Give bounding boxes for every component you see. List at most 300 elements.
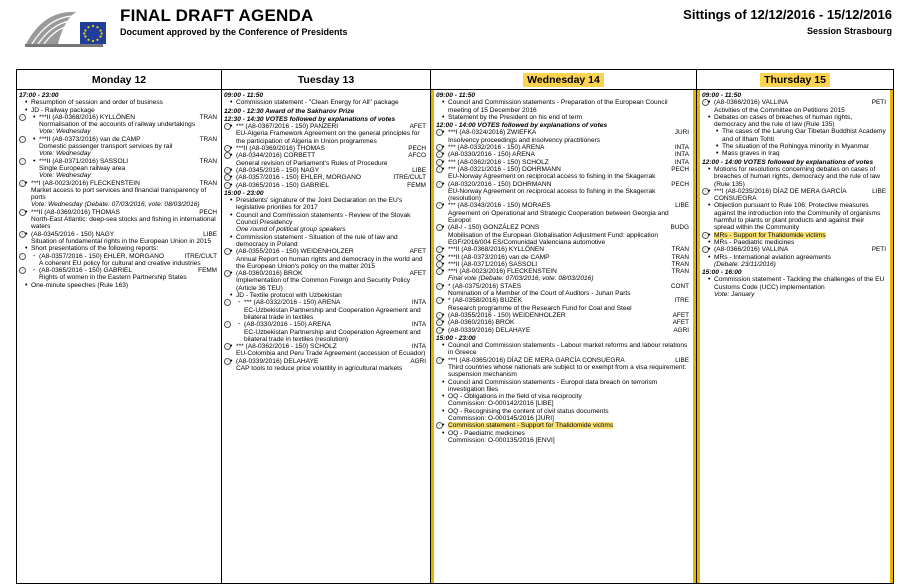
bullet-icon: • [716, 128, 719, 136]
bullet-icon: • [442, 319, 445, 327]
agenda-item[interactable] [436, 312, 691, 319]
item-description: Research programme of the Research Fund for Coal and Steel [448, 304, 632, 312]
vote-marker-icon: ◦ [436, 144, 443, 151]
item-title: *** (A8-0332/2016 - 150) ARENA [244, 299, 341, 307]
agenda-item[interactable] [436, 408, 691, 423]
item-note: Final vote (Debate: 07/03/2016, vote: 08/03/2016) [448, 275, 594, 283]
vote-marker-icon: ◦ [224, 343, 231, 350]
bullet-icon: • [442, 422, 445, 430]
agenda-item[interactable] [436, 261, 691, 268]
item-title: (A8-0320/2016 - 150) DOHRMANN [448, 180, 552, 188]
bullet-icon: • [708, 113, 711, 121]
committee-tag: ITRE/CULT [393, 174, 426, 182]
agenda-item[interactable] [224, 292, 428, 299]
bullet-icon: • [442, 407, 445, 415]
agenda-item[interactable] [436, 283, 691, 298]
item-title: (A8-0357/2016 - 150) EHLER, MORGANO [39, 252, 164, 260]
item-description: EU-Norway Agreement on reciprocal access to fishing in the Skagerrak (resolution) [448, 187, 656, 203]
vote-marker-icon: ◦ [436, 297, 443, 304]
time-slot: 12:00 - 12:30 Award of the Sakharov Prize [224, 107, 355, 115]
item-note: Vote: Wednesday [39, 128, 91, 136]
item-title: ***I (A8-0235/2016) DÍAZ DE MERA GARCÍA CONSUEGRA [714, 187, 847, 203]
bullet-icon: • [442, 165, 445, 173]
agenda-item[interactable] [702, 150, 888, 157]
day-header: Monday 12 [17, 70, 221, 90]
bullet-icon: • [230, 99, 233, 107]
agenda-item[interactable] [702, 276, 888, 298]
bullet-icon: • [442, 342, 445, 350]
agenda-item[interactable] [224, 99, 428, 106]
agenda-item[interactable] [436, 357, 691, 379]
bullet-icon: • [708, 231, 711, 239]
item-title: (A8-0366/2016) VALLINA [714, 246, 789, 254]
committee-tag: ITRE [674, 297, 689, 305]
time-slot: 12:00 - 14:00 VOTES followed by explanations of votes [436, 122, 608, 130]
item-description: CAP tools to reduce price volatility in agricultural markets [236, 364, 403, 372]
page-title: FINAL DRAFT AGENDA [120, 6, 314, 25]
item-title: *** (A8-0362/2016 - 150) SCHOLZ [236, 343, 337, 351]
agenda-item[interactable] [702, 99, 888, 114]
committee-tag: JURI [674, 129, 689, 137]
vote-marker-icon: ◦ [224, 152, 231, 159]
bullet-icon: • [708, 187, 711, 195]
bullet-icon: • [442, 297, 445, 305]
item-description: Implementation of the Common Foreign and Security Policy (Article 36 TEU) [236, 277, 411, 292]
item-note: Vote: Wednesday (Debate: 07/03/2016, vote: 08/03/2016) [31, 201, 200, 209]
vote-marker-icon: ◦ [702, 99, 709, 106]
item-title: * (A8-0358/2016) BUZEK [448, 297, 523, 305]
agenda-item[interactable] [436, 224, 691, 246]
time-slot: 12:00 - 14:00 VOTES followed by explanations of votes [702, 158, 874, 166]
bullet-icon: • [25, 106, 28, 114]
item-title: (A8-0355/2016 - 150) WEIDENHOLZER [448, 311, 566, 319]
agenda-item[interactable] [224, 197, 428, 212]
time-slot: 09:00 - 11:50 [702, 92, 742, 99]
agenda-item[interactable] [19, 114, 219, 136]
item-description: Commission: O-000142/2016 [LIBE] [448, 400, 554, 408]
agenda-item[interactable] [436, 114, 691, 121]
vote-marker-icon: ◦ [436, 312, 443, 319]
agenda-item[interactable] [224, 167, 428, 174]
agenda-item[interactable] [436, 151, 691, 158]
item-description: General revision of Parliament's Rules of Procedure [236, 159, 388, 167]
committee-tag: INTA [674, 151, 689, 159]
item-title: One-minute speeches (Rule 163) [31, 281, 129, 289]
agenda-item[interactable] [224, 234, 428, 249]
committee-tag: PECH [408, 145, 426, 153]
agenda-item[interactable] [224, 182, 428, 189]
item-title: JD - Railway package [31, 106, 95, 114]
item-title: ***II (A8-0371/2016) SASSOLI [448, 260, 538, 268]
item-title: JD - Textile protocol with Uzbekistan [236, 292, 342, 300]
bullet-icon: • [708, 253, 711, 261]
bullet-icon: • [230, 152, 233, 160]
committee-tag: TRAN [671, 260, 689, 268]
bullet-icon: • [230, 197, 233, 205]
item-description: Single European railway area [39, 164, 126, 172]
bullet-icon: • [442, 99, 445, 107]
vote-marker-icon: ◦ [702, 246, 709, 253]
time-slot: 09:00 - 11:50 [436, 92, 476, 99]
vote-marker-icon: ◦ [702, 188, 709, 195]
agenda-item[interactable] [19, 180, 219, 209]
agenda-item[interactable] [224, 152, 428, 167]
bullet-icon: • [25, 208, 28, 216]
bullet-icon: • [708, 165, 711, 173]
item-title: Commission statement - Situation of the rule of law and democracy in Poland [236, 233, 398, 248]
item-description: A coherent EU policy for cultural and creative industries [39, 259, 201, 267]
item-title: Debates on cases of breaches of human rights, democracy and the rule of law (Rule 135) [714, 113, 853, 129]
item-title: ***I (A8-0324/2016) ZWIEFKA [448, 129, 537, 137]
bullet-icon: • [33, 113, 36, 121]
agenda-item[interactable] [436, 166, 691, 181]
agenda-item[interactable] [436, 342, 691, 357]
bullet-icon: • [25, 179, 28, 187]
header [0, 0, 900, 64]
item-title: The cases of the Larung Gar Tibetan Buddhist Academy and of Ilham Tohti [722, 128, 886, 143]
committee-tag: LIBE [675, 356, 689, 364]
vote-marker-icon: ◦ [436, 181, 443, 188]
agenda-item[interactable] [19, 245, 219, 252]
vote-marker-icon: ◦ [436, 261, 443, 268]
item-title: OQ - Paediatric medicines [448, 429, 525, 437]
bullet-icon: • [230, 174, 233, 182]
committee-tag: TRAN [671, 253, 689, 261]
day-header: Thursday 15 [697, 70, 893, 90]
session-location: Session Strasbourg [806, 26, 892, 36]
agenda-item[interactable] [436, 254, 691, 261]
committee-tag: TRAN [671, 246, 689, 254]
item-title: ***II (A8-0368/2016) KYLLÖNEN [448, 246, 545, 254]
item-description: Commission: O-000135/2016 [ENVI] [448, 436, 555, 444]
item-description: Situation of fundamental rights in the European Union in 2015 [31, 237, 211, 245]
committee-tag: PECH [671, 165, 689, 173]
item-title: Motions for resolutions concerning debates on cases of breaches of human rights, democracy and the rule of law (Rule 135) [714, 165, 881, 188]
vote-marker-icon: ◦ [224, 248, 231, 255]
bullet-icon: - [33, 267, 36, 275]
agenda-item[interactable] [436, 319, 691, 326]
vote-marker-icon: ◦ [702, 232, 709, 239]
item-title: (A8-0344/2016) CORBETT [236, 152, 316, 160]
bullet-icon: • [230, 181, 233, 189]
bullet-icon: • [25, 99, 28, 107]
vote-marker-icon: ◦ [224, 123, 231, 130]
agenda-item[interactable] [702, 128, 888, 143]
item-description: EU-Algeria Framework Agreement on the general principles for the participation of Algeria in Union programmes [236, 130, 420, 145]
item-title: ***II (A8-0369/2016) THOMAS [236, 145, 325, 153]
agenda-item[interactable] [19, 107, 219, 114]
agenda-item[interactable] [224, 343, 428, 358]
sittings-dates: Sittings of 12/12/2016 - 15/12/2016 [683, 7, 892, 22]
committee-tag: TRAN [671, 268, 689, 276]
vote-marker-icon: ◦ [436, 327, 443, 334]
bullet-icon: • [442, 158, 445, 166]
agenda-item[interactable] [19, 209, 219, 231]
vote-marker-icon: ◦ [19, 231, 26, 238]
bullet-icon: • [230, 145, 233, 153]
item-title: * (A8-0375/2016) STAES [448, 282, 522, 290]
item-title: (A8-0360/2016) BROK [448, 319, 515, 327]
agenda-item[interactable] [436, 159, 691, 166]
agenda-item[interactable] [702, 166, 888, 188]
agenda-item[interactable] [702, 239, 888, 246]
agenda-item[interactable] [224, 358, 428, 373]
vote-marker-icon: ◦ [19, 209, 26, 216]
vote-marker-icon: ◦ [224, 270, 231, 277]
committee-tag: INTA [411, 343, 426, 351]
bullet-icon: • [33, 157, 36, 165]
committee-tag: CONT [670, 282, 689, 290]
item-description: Normalisation of the accounts of railway undertakings [39, 121, 196, 129]
agenda-item[interactable] [702, 202, 888, 231]
item-title: Commission statement - "Clean Energy for All" package [236, 99, 399, 107]
time-slot: 15:00 - 23:00 [436, 334, 476, 342]
item-note: Vote: Wednesday [39, 150, 91, 158]
item-title: MRs - Support for Thalidomide victims [714, 231, 826, 239]
committee-tag: FEMM [198, 267, 217, 275]
item-title: (A8-0330/2016 - 150) ARENA [448, 151, 535, 159]
bullet-icon: • [25, 230, 28, 238]
item-title: Commission statement - Support for Thalidomide victims [448, 422, 614, 430]
item-title: The situation of the Rohingya minority in Myanmar [722, 143, 869, 151]
bullet-icon: • [25, 281, 28, 289]
bullet-icon: • [442, 311, 445, 319]
agenda-item[interactable] [19, 158, 219, 180]
bullet-icon: • [716, 143, 719, 151]
agenda-item[interactable] [436, 181, 691, 203]
agenda-item[interactable] [702, 143, 888, 150]
committee-tag: AFET [409, 248, 426, 256]
committee-tag: INTA [411, 321, 426, 329]
item-title: (A8-0357/2016 - 150) EHLER, MORGANO [236, 174, 361, 182]
agenda-item[interactable] [436, 99, 691, 114]
bullet-icon: - [238, 321, 241, 329]
bullet-icon: • [442, 180, 445, 188]
item-description: Third countries whose nationals are subject to or exempt from a visa requirement: suspension mechanism [448, 363, 687, 379]
item-title: (A8-0365/2016 - 150) GABRIEL [236, 181, 330, 189]
vote-marker-icon: ◦ [224, 174, 231, 181]
agenda-item[interactable] [436, 268, 691, 283]
agenda-item[interactable] [224, 123, 428, 145]
bullet-icon: • [442, 378, 445, 386]
vote-marker-icon: ◦ [224, 321, 231, 328]
agenda-item[interactable] [19, 282, 219, 289]
item-title: ***I (A8-0023/2016) FLECKENSTEIN [448, 268, 557, 276]
agenda-item[interactable] [436, 129, 691, 144]
committee-tag: TRAN [199, 135, 217, 143]
item-title: OQ - Recognising the content of civil status documents [448, 407, 609, 415]
agenda-item[interactable] [436, 430, 691, 445]
agenda-item[interactable] [436, 393, 691, 408]
bullet-icon: • [442, 260, 445, 268]
bullet-icon: • [442, 429, 445, 437]
vote-marker-icon: ◦ [224, 299, 231, 306]
agenda-item[interactable] [19, 99, 219, 106]
item-description: North-East Atlantic: deep-sea stocks and fishing in international waters [31, 216, 216, 231]
day-column-monday [17, 70, 221, 583]
vote-marker-icon: ◦ [19, 136, 26, 143]
agenda-item[interactable] [224, 145, 428, 152]
bullet-icon: • [442, 129, 445, 137]
bullet-icon: • [442, 282, 445, 290]
vote-marker-icon: ◦ [436, 166, 443, 173]
agenda-item[interactable] [224, 174, 428, 181]
item-title: *** (A8-0343/2016 - 150) MORAES [448, 202, 551, 210]
agenda-item[interactable] [436, 297, 691, 312]
agenda-item[interactable] [19, 231, 219, 246]
bullet-icon: • [230, 357, 233, 365]
vote-marker-icon: ◦ [436, 224, 443, 231]
agenda-item[interactable] [702, 254, 888, 269]
item-title: *** (A8-0367/2016 - 150) PANZERI [236, 123, 339, 131]
committee-tag: TRAN [199, 179, 217, 187]
agenda-item[interactable] [224, 212, 428, 234]
vote-marker-icon: ◦ [224, 182, 231, 189]
vote-marker-icon: ◦ [224, 145, 231, 152]
committee-tag: AFCO [408, 152, 426, 160]
item-title: ***II (A8-0371/2016) SASSOLI [39, 157, 129, 165]
committee-tag: TRAN [199, 157, 217, 165]
item-title: *** (A8-0332/2016 - 150) ARENA [448, 144, 545, 152]
item-title: Objection pursuant to Rule 106: Protective measures against the introduction into the Community of organisms harmful to plants or plant products and against their spread within the Community [714, 202, 881, 232]
committee-tag: AFET [672, 311, 689, 319]
bullet-icon: • [442, 144, 445, 152]
vote-marker-icon: ◦ [19, 267, 26, 274]
item-title: Council and Commission statements - Preparation of the European Council meeting of 15 December 2016 [448, 99, 668, 114]
item-description: Domestic passenger transport services by rail [39, 143, 173, 151]
bullet-icon: • [442, 246, 445, 254]
agenda-item[interactable] [702, 246, 888, 253]
bullet-icon: • [716, 150, 719, 158]
vote-marker-icon: ◦ [19, 253, 26, 260]
page-subtitle: Document approved by the Conference of Presidents [120, 27, 348, 37]
agenda-item[interactable] [224, 270, 428, 292]
bullet-icon: • [708, 246, 711, 254]
item-title: Resumption of session and order of business [31, 99, 163, 107]
bullet-icon: • [708, 99, 711, 107]
day-body [697, 90, 893, 583]
bullet-icon: - [33, 252, 36, 260]
committee-tag: BUDG [670, 224, 689, 232]
time-slot: 15:00 - 16:00 [702, 269, 742, 277]
bullet-icon: - [238, 299, 241, 307]
item-title: Council and Commission statements - Labour market reforms and labour relations in Greece [448, 342, 688, 357]
item-description: EU-Norway Agreement on reciprocal access to fishing in the Skagerrak [448, 173, 656, 181]
item-description: Activities of the Committee on Petitions 2015 [714, 106, 845, 114]
item-title: Council and Commission statements - Europol data breach on terrorism investigation files [448, 378, 658, 393]
agenda-item[interactable] [702, 232, 888, 239]
agenda-item[interactable] [436, 327, 691, 334]
committee-tag: AFET [409, 123, 426, 131]
item-title: (A8-0339/2016) DELAHAYE [236, 357, 319, 365]
bullet-icon: • [442, 393, 445, 401]
agenda-item[interactable] [436, 422, 691, 429]
item-description: Insolvency proceedings and insolvency practitioners [448, 136, 601, 144]
bullet-icon: • [230, 248, 233, 256]
time-slot: 12:30 - 14:30 VOTES followed by explanations of votes [224, 115, 396, 123]
item-description: Annual Report on human rights and democracy in the world and the European Union's policy on the matter 2015 [236, 255, 423, 270]
vote-marker-icon: ◦ [19, 180, 26, 187]
bullet-icon: • [442, 113, 445, 121]
time-slot: 15:00 - 23:00 [224, 189, 264, 197]
day-column-wednesday [430, 70, 696, 583]
item-title: Commission statement - Tackling the challenges of the EU Customs Code (UCC) implementation [714, 276, 885, 291]
vote-marker-icon: ◦ [224, 167, 231, 174]
item-title: (A8-0345/2016 - 150) NAGY [236, 166, 320, 174]
item-title: MRs - Paediatric medicines [714, 238, 795, 246]
item-title: Presidents' signature of the Joint Declaration on the EU's legislative priorities for 2017 [236, 197, 403, 212]
item-description: EU-Colombia and Peru Trade Agreement (accession of Ecuador) [236, 350, 426, 358]
agenda-item[interactable] [702, 114, 888, 129]
agenda-item[interactable] [19, 136, 219, 158]
committee-tag: PETI [871, 99, 886, 107]
vote-marker-icon: ◦ [436, 151, 443, 158]
agenda-item[interactable] [224, 299, 428, 321]
item-title: Short presentations of the following reports: [31, 245, 159, 253]
item-description: Commission: O-000145/2016 [JURI] [448, 415, 554, 423]
parliament-logo-icon [24, 6, 108, 52]
bullet-icon: • [442, 356, 445, 364]
item-description: Market access to port services and financial transparency of ports [31, 186, 207, 202]
item-note: One round of political group speakers [236, 226, 346, 234]
vote-marker-icon: ◦ [19, 114, 26, 121]
item-title: ***II (A8-0373/2016) van de CAMP [39, 135, 141, 143]
item-title: ***II (A8-0373/2016) van de CAMP [448, 253, 550, 261]
day-body [17, 90, 221, 583]
agenda-grid [16, 69, 894, 584]
item-title: (A8-/ - 150) GONZÁLEZ PONS [448, 224, 540, 232]
item-title: ***II (A8-0369/2016) THOMAS [31, 208, 120, 216]
committee-tag: ITRE/CULT [184, 252, 217, 260]
agenda-item[interactable] [224, 321, 428, 343]
agenda-item[interactable] [19, 253, 219, 268]
agenda-item[interactable] [436, 144, 691, 151]
vote-marker-icon: ◦ [436, 202, 443, 209]
vote-marker-icon: ◦ [436, 319, 443, 326]
bullet-icon: • [442, 253, 445, 261]
item-title: MRs - International aviation agreements [714, 253, 831, 261]
bullet-icon: • [33, 135, 36, 143]
agenda-item[interactable] [436, 246, 691, 253]
agenda-item[interactable] [702, 188, 888, 203]
item-title: (A8-0366/2016) VALLINA [714, 99, 789, 107]
bullet-icon: • [230, 270, 233, 278]
item-title: ***II (A8-0368/2016) KYLLÖNEN [39, 113, 136, 121]
time-slot: 09:00 - 11:50 [224, 92, 264, 99]
committee-tag: INTA [411, 299, 426, 307]
bullet-icon: • [708, 276, 711, 284]
committee-tag: INTA [674, 144, 689, 152]
item-title: (A8-0355/2016 - 150) WEIDENHOLZER [236, 248, 354, 256]
time-slot: 17:00 - 23:00 [19, 92, 59, 99]
committee-tag: LIBE [872, 187, 886, 195]
agenda-item[interactable] [436, 202, 691, 224]
vote-marker-icon: ◦ [436, 268, 443, 275]
committee-tag: PECH [199, 208, 217, 216]
committee-tag: LIBE [675, 202, 689, 210]
agenda-item[interactable] [224, 248, 428, 270]
agenda-item[interactable] [19, 267, 219, 282]
item-description: Agreement on Operational and Strategic Cooperation between Georgia and Europol [448, 209, 669, 225]
bullet-icon: • [230, 292, 233, 300]
committee-tag: FEMM [407, 181, 426, 189]
committee-tag: AGRI [410, 357, 426, 365]
bullet-icon: • [230, 166, 233, 174]
day-body [222, 90, 430, 583]
committee-tag: PETI [871, 246, 886, 254]
agenda-item[interactable] [436, 379, 691, 394]
day-column-thursday [696, 70, 893, 583]
